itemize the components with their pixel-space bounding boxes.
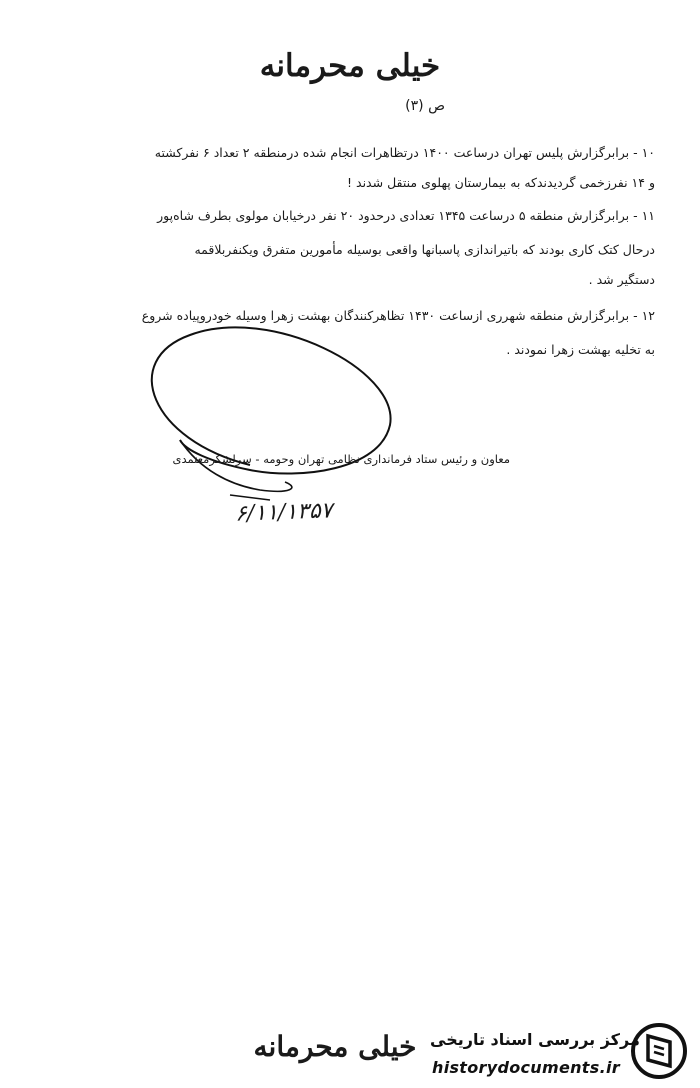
report-line: ۱۰ - برابرگزارش پلیس تهران درساعت ۱۴۰۰ درتظاهرات انجام شده درمنطقه ۲ تعداد ۶ نفرکشته xyxy=(154,145,655,160)
report-line: دستگیر شد . xyxy=(588,272,655,287)
report-line: درحال کتک کاری بودند که باتیراندازی پاسبانها واقعی بوسیله مأمورین متفرق ویکنفربلاقمه xyxy=(194,242,655,257)
archive-logo-icon xyxy=(630,1022,688,1080)
classification-footer: خیلی محرمانه xyxy=(253,1030,417,1063)
watermark-url: historydocuments.ir xyxy=(432,1058,620,1077)
report-line: ۱۲ - برابرگزارش منطقه شهرری ازساعت ۱۴۳۰ تظاهرکنندگان بهشت زهرا وسیله خودروپیاده شروع xyxy=(141,308,655,323)
page-number: ص (۳) xyxy=(405,98,445,114)
report-line: ۱۱ - برابرگزارش منطقه ۵ درساعت ۱۳۴۵ تعدادی درحدود ۲۰ نفر درخیابان مولوی بطرف شاه‌پور xyxy=(157,208,655,223)
report-item-10 xyxy=(55,138,655,198)
report-line: به تخلیه بهشت زهرا نمودند . xyxy=(506,342,655,357)
classification-header: خیلی محرمانه xyxy=(259,48,441,84)
report-item-12 xyxy=(55,301,655,365)
watermark-text: مرکز بررسی اسناد تاریخی xyxy=(430,1030,640,1049)
signature-date: ۶/۱۱/۱۳۵۷ xyxy=(234,498,333,527)
signer-title: معاون و رئیس ستاد فرمانداری نظامی تهران وحومه - سرلشکرمعتمدی xyxy=(172,452,510,466)
report-item-11 xyxy=(55,201,655,295)
report-line: و ۱۴ نفرزخمی گردیدندکه به بیمارستان پهلوی منتقل شدند ! xyxy=(347,175,655,190)
